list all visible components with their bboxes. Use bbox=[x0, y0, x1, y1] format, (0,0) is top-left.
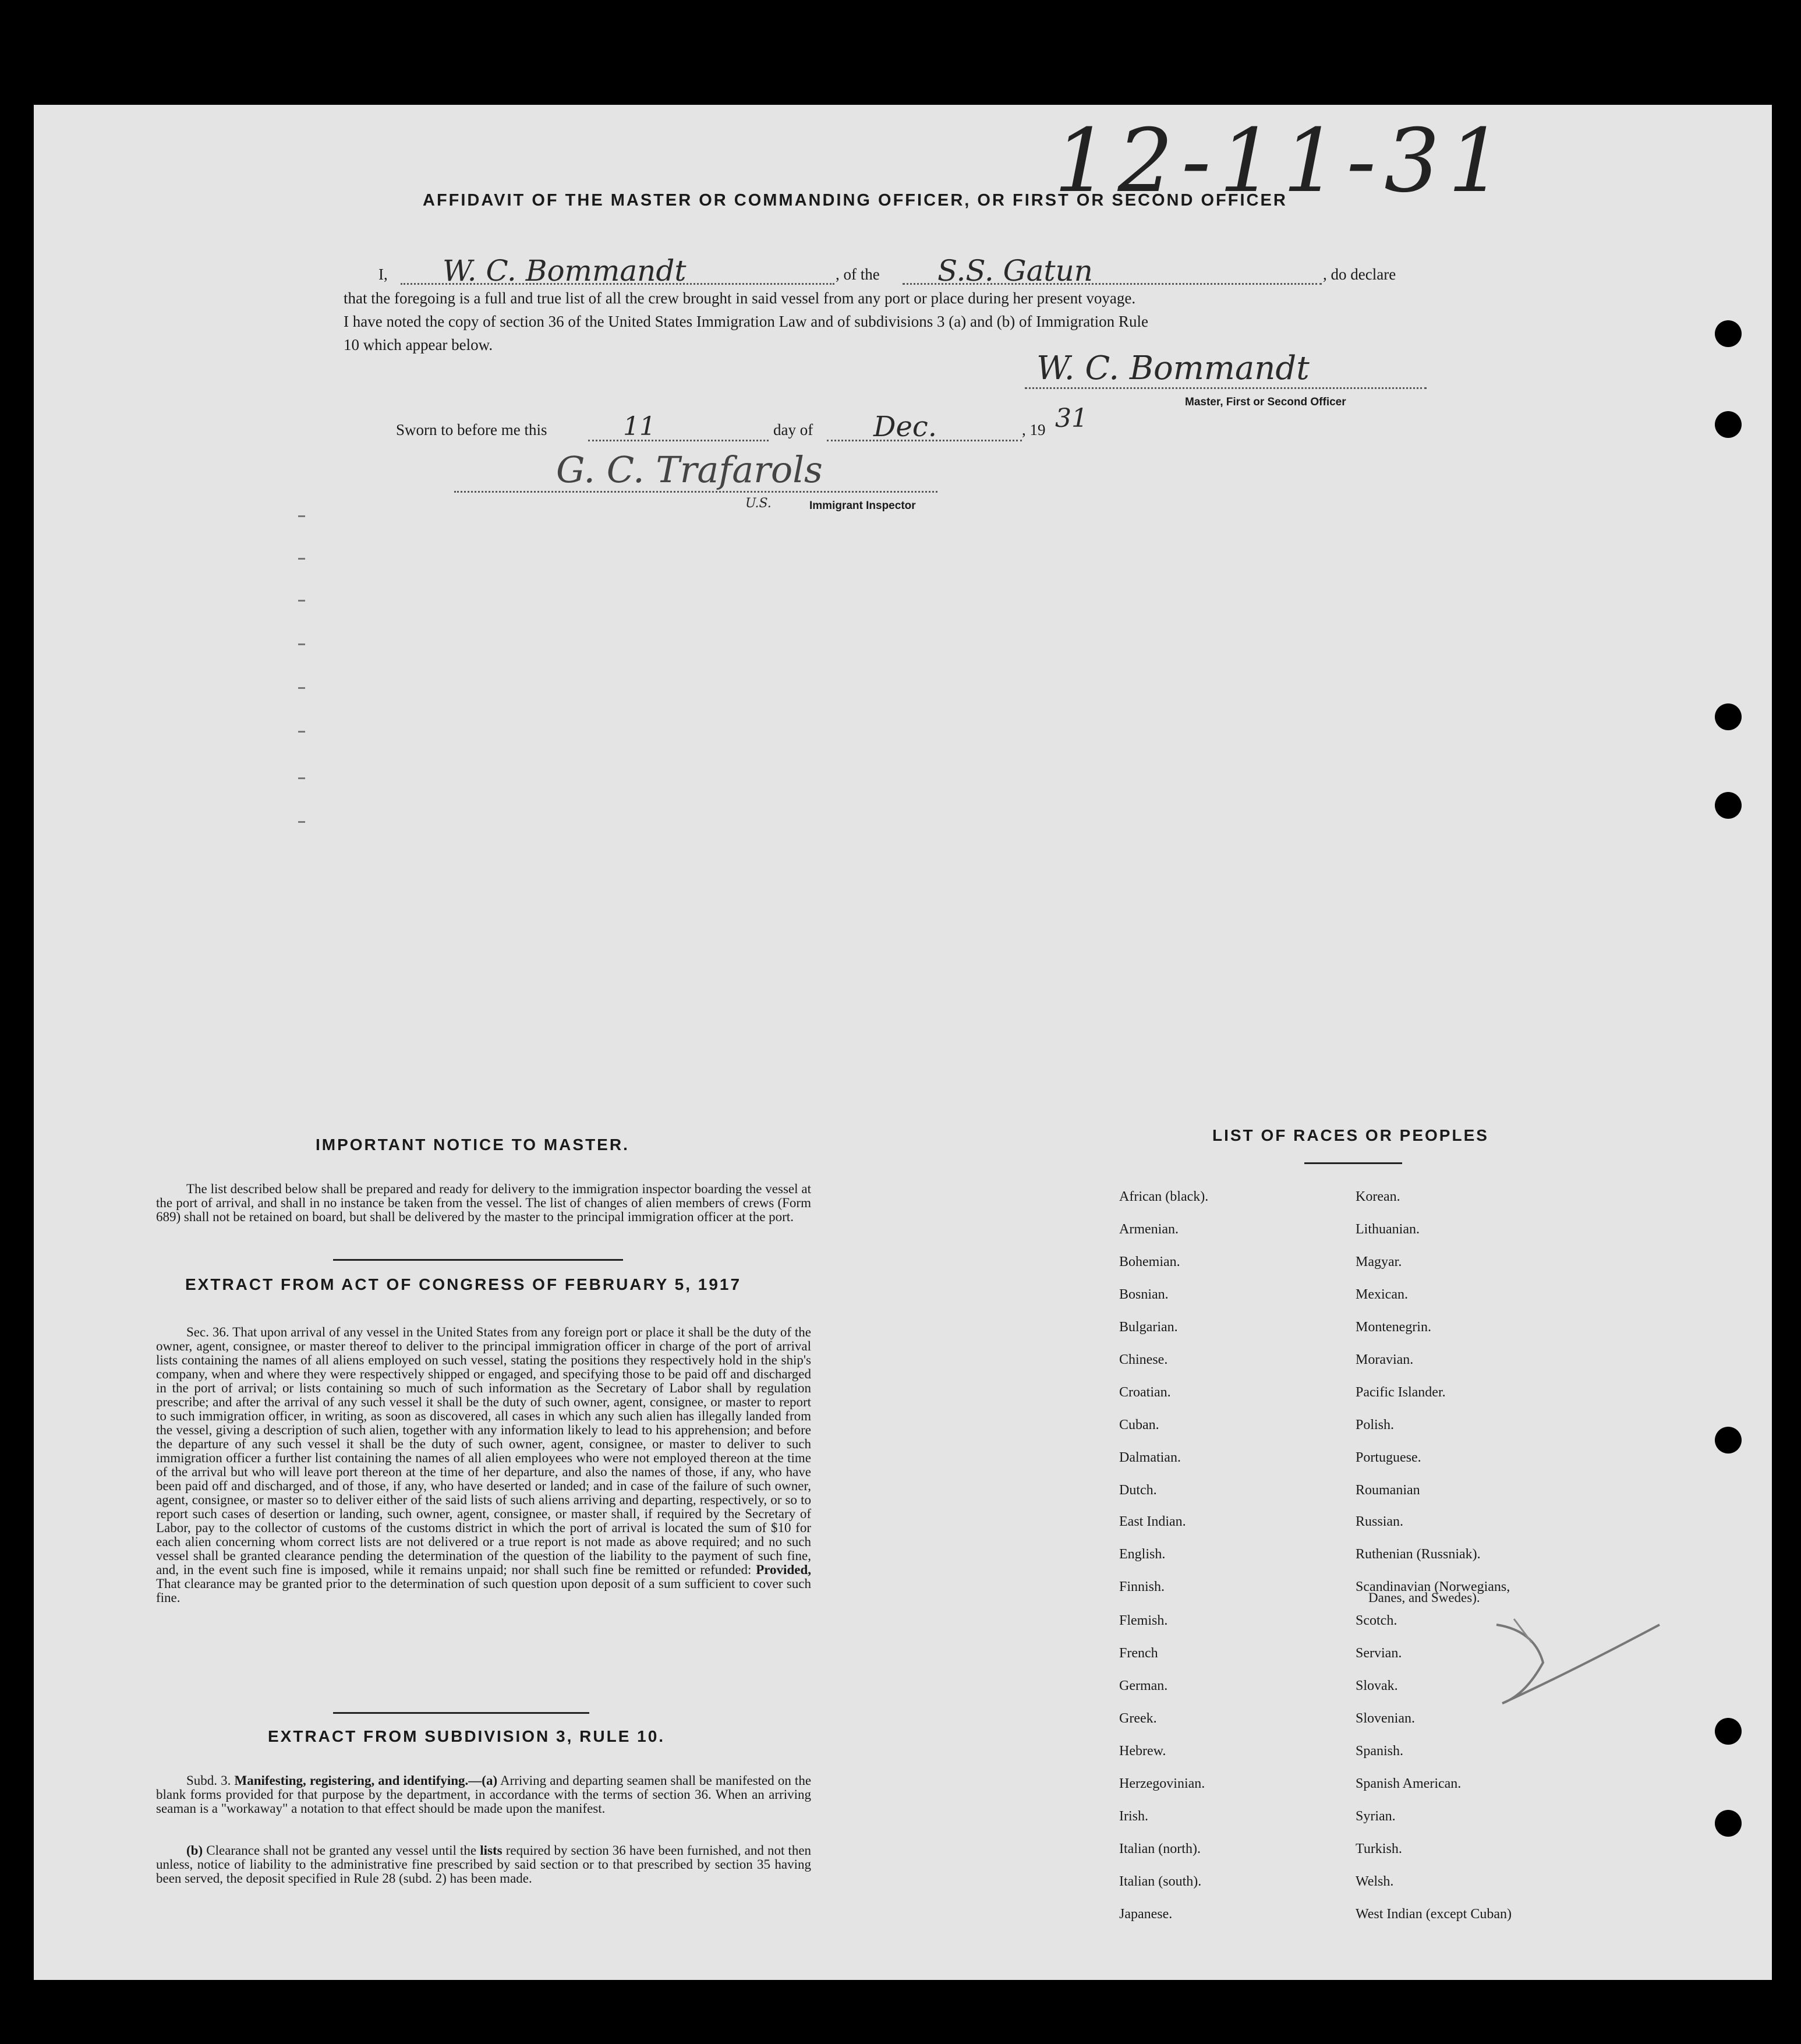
race-item: Italian (north). bbox=[1119, 1841, 1201, 1856]
rule-a-prefix: Subd. 3. bbox=[186, 1773, 231, 1788]
notice-title: IMPORTANT NOTICE TO MASTER. bbox=[316, 1136, 629, 1154]
race-item: Armenian. bbox=[1119, 1222, 1179, 1237]
extract-rule-b bbox=[156, 1844, 811, 1886]
race-item: African (black). bbox=[1119, 1189, 1209, 1204]
race-item: Welsh. bbox=[1356, 1874, 1394, 1889]
extract-rule-title: EXTRACT FROM SUBDIVISION 3, RULE 10. bbox=[268, 1727, 666, 1745]
of-the-label: , of the bbox=[836, 266, 880, 283]
race-item: Mexican. bbox=[1356, 1287, 1408, 1302]
sworn-month-handwritten: Dec. bbox=[873, 411, 937, 443]
affidavit-text-line1: that the foregoing is a full and true list of all the crew brought in said vessel from any port or place during her present voyage. bbox=[344, 289, 1136, 307]
sworn-line bbox=[396, 404, 1153, 451]
race-item: Cuban. bbox=[1119, 1417, 1159, 1433]
affidavit-text-line2: I have noted the copy of section 36 of the United States Immigration Law and of subdivisions 3 (a) and (b) of Immigration Rule bbox=[344, 313, 1148, 330]
race-item: Spanish. bbox=[1356, 1744, 1404, 1759]
affidavit-prefix: I, bbox=[378, 266, 388, 283]
race-item: Dalmatian. bbox=[1119, 1450, 1181, 1465]
extract-act-provided: Provided, bbox=[756, 1562, 811, 1577]
race-item: West Indian (except Cuban) bbox=[1356, 1907, 1512, 1922]
signature-caption: Master, First or Second Officer bbox=[1185, 396, 1346, 408]
race-item: Slovak. bbox=[1356, 1678, 1398, 1693]
race-item: Ruthenian (Russniak). bbox=[1356, 1547, 1481, 1562]
race-item: Japanese. bbox=[1119, 1907, 1173, 1922]
race-item: Bosnian. bbox=[1119, 1287, 1169, 1302]
race-item: English. bbox=[1119, 1547, 1166, 1562]
race-item: Lithuanian. bbox=[1356, 1222, 1420, 1237]
race-item: Montenegrin. bbox=[1356, 1320, 1431, 1335]
race-item: Greek. bbox=[1119, 1711, 1157, 1726]
race-item: Irish. bbox=[1119, 1809, 1148, 1824]
race-item: Syrian. bbox=[1356, 1809, 1396, 1824]
inspector-us: U.S. bbox=[745, 496, 772, 511]
race-item: East Indian. bbox=[1119, 1514, 1186, 1529]
race-item: Magyar. bbox=[1356, 1254, 1402, 1269]
race-item: Dutch. bbox=[1119, 1483, 1157, 1498]
affidavit-title: AFFIDAVIT OF THE MASTER OR COMMANDING OFFICER, OR FIRST OR SECOND OFFICER bbox=[423, 191, 1287, 210]
race-item: German. bbox=[1119, 1678, 1168, 1693]
race-scandinavian-continued: Danes, and Swedes). bbox=[1368, 1590, 1480, 1605]
notice-body: The list described below shall be prepared and ready for delivery to the immigration inspector boarding the vessel at the port of arrival, and shall in no instance be taken from the vessel. The list of changes of alien members of crews (Form 689) shall not be retained on board, but shall be delivered by the master to the principal immigration officer at the port. bbox=[156, 1182, 811, 1224]
race-item: Herzegovinian. bbox=[1119, 1776, 1205, 1791]
race-item: Bohemian. bbox=[1119, 1254, 1180, 1269]
race-item: Pacific Islander. bbox=[1356, 1385, 1446, 1400]
race-item: Portuguese. bbox=[1356, 1450, 1421, 1465]
do-declare-label: , do declare bbox=[1323, 266, 1396, 283]
vessel-name-handwritten: S.S. Gatun bbox=[937, 254, 1093, 288]
race-item: Hebrew. bbox=[1119, 1744, 1166, 1759]
race-item: Spanish American. bbox=[1356, 1776, 1462, 1791]
sworn-day-handwritten: 11 bbox=[623, 412, 656, 441]
affidavit-text-line3: 10 which appear below. bbox=[344, 336, 493, 353]
race-item: French bbox=[1119, 1646, 1158, 1661]
rule-b-body1: Clearance shall not be granted any vessel until the bbox=[206, 1843, 477, 1858]
race-item: Finnish. bbox=[1119, 1579, 1165, 1594]
race-item: Chinese. bbox=[1119, 1352, 1168, 1367]
race-item: Bulgarian. bbox=[1119, 1320, 1178, 1335]
race-item: Scotch. bbox=[1356, 1613, 1397, 1628]
master-name-handwritten: W. C. Bommandt bbox=[443, 254, 687, 288]
year-prefix-label: , 19 bbox=[1022, 421, 1046, 438]
affidavit-declarant-line bbox=[378, 254, 1427, 290]
race-item: Roumanian bbox=[1356, 1483, 1420, 1498]
race-item: Servian. bbox=[1356, 1646, 1402, 1661]
pencil-mark bbox=[1479, 1607, 1671, 1718]
race-item: Turkish. bbox=[1356, 1841, 1402, 1856]
race-item: Korean. bbox=[1356, 1189, 1400, 1204]
day-of-label: day of bbox=[773, 421, 813, 438]
race-item: Moravian. bbox=[1356, 1352, 1414, 1367]
sworn-prefix: Sworn to before me this bbox=[396, 421, 547, 438]
race-item: Flemish. bbox=[1119, 1613, 1168, 1628]
race-item: Polish. bbox=[1356, 1417, 1395, 1433]
extract-act-text-end: That clearance may be granted prior to the determination of such question upon deposit of a sum sufficient to cover such fine. bbox=[156, 1576, 811, 1605]
race-item: Slovenian. bbox=[1356, 1711, 1415, 1726]
races-title: LIST OF RACES OR PEOPLES bbox=[1212, 1126, 1489, 1144]
race-item: Scandinavian (Norwegians, bbox=[1356, 1579, 1510, 1594]
extract-rule-a bbox=[156, 1774, 811, 1816]
master-signature: W. C. Bommandt bbox=[1036, 349, 1310, 387]
race-item: Croatian. bbox=[1119, 1385, 1171, 1400]
sworn-year-handwritten: 31 bbox=[1055, 404, 1088, 433]
rule-b-body2: required by section 36 have been furnished, and not then unless, notice of liability to the administrative fine prescribed by said section or to that prescribed by section 35 having been served, the deposit specified in Rule 28 (subd. 2) has been made. bbox=[156, 1843, 812, 1886]
rule-a-heading: Manifesting, registering, and identifying.—(a) bbox=[234, 1773, 498, 1788]
extract-act-text: Sec. 36. That upon arrival of any vessel in the United States from any foreign port or place it shall be the duty of the owner, agent, consignee, or master thereof to deliver to the principal immigration officer in charge of the port of arrival lists containing the names of all aliens employed on such vessel, stating the positions they respectively hold in the ship's company, when and where they were respectively shipped or engaged, and specifying those to be paid off and discharged in the port of arrival; or lists containing so much of such information as the Secretary of Labor shall by regulation prescribe; and after the arrival of any such vessel it shall be the duty of such owner, agent, consignee, or master to report to such immigration officer, in writing, as soon as discovered, all cases in which any such alien has illegally landed from the vessel, giving a description of such alien, together with any information likely to lead to his apprehension; and before the departure of any such vessel it shall be the duty of such owner, agent, consignee, or master to deliver to such immigration officer a further list containing the names of all alien employees who were not employed thereon at the time of the arrival but who will leave port thereon at the time of her departure, and also the names of those, if any, who have been paid off and discharged, and of those, if any, who have deserted or landed; and in case of the failure of such owner, agent, consignee, or master so to deliver either of the said lists of such aliens arriving and departing, respectively, or so to report such cases of desertion or landing, such owner, agent, consignee, or master shall, if required by the Secretary of Labor, pay to the collector of customs of the customs district in which the port of arrival is located the sum of $10 for each alien concerning whom correct lists are not delivered or a true report is not made as above required; and no such vessel shall be granted clearance pending the determination of the question of the liability to the payment of such fine, and, in the event such fine is imposed, while it remains unpaid; nor shall such fine be remitted or refunded: bbox=[156, 1325, 811, 1577]
rule-a-body: Arriving and departing seamen shall be manifested on the blank forms provided for that purpose by the department, in accordance with the terms of section 36. When an arriving seaman is a "workaway" a notation to that effect should be made upon the manifest. bbox=[156, 1773, 812, 1816]
handwritten-date: 12-11-31 bbox=[1054, 111, 1512, 212]
rule-b-label: (b) bbox=[186, 1843, 203, 1858]
inspector-signature: G. C. Trafarols bbox=[556, 448, 823, 491]
rule-b-lists: lists bbox=[480, 1843, 503, 1858]
inspector-caption: Immigrant Inspector bbox=[809, 500, 916, 512]
race-item: Russian. bbox=[1356, 1514, 1404, 1529]
extract-act-body bbox=[156, 1325, 811, 1605]
extract-act-title: EXTRACT FROM ACT OF CONGRESS OF FEBRUARY 5, 1917 bbox=[185, 1275, 742, 1293]
race-item: Italian (south). bbox=[1119, 1874, 1202, 1889]
